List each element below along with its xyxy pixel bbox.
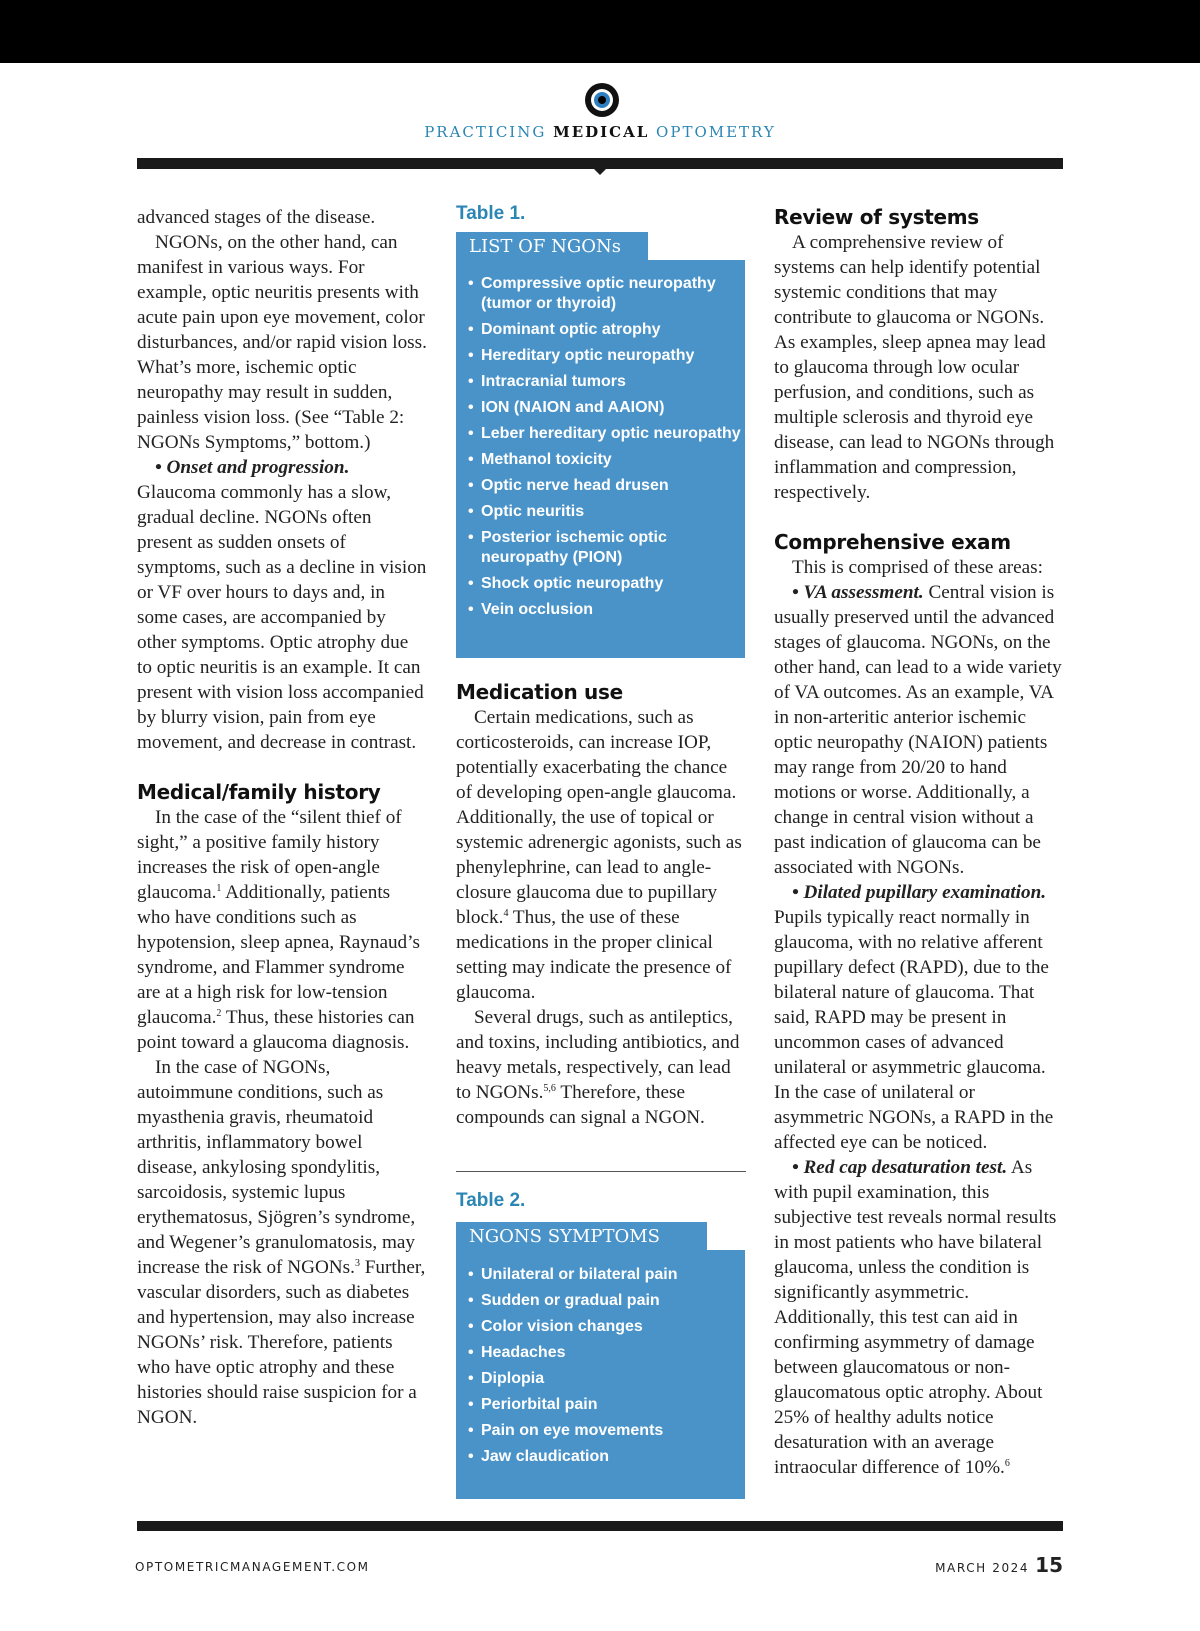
paragraph-text: Pupils typically react normally in glaucoma, with no relative afferent pupillary defect (RAPD), due to the bilateral nature of glaucoma. That said, RAPD may be present in uncommon cases of advanced unilateral or asymmetric glaucoma. In the case of unilateral or asymmetric NGONs, a RAPD in the affected eye can be noticed. xyxy=(774,907,1054,1153)
top-black-bar xyxy=(0,0,1200,63)
paragraph-text: Glaucoma commonly has a slow, gradual decline. NGONs often present as sudden onsets of symptoms, such as a decline in vision or VF over hours to days and, in some cases, are accompanied by other symptoms. Optic atrophy due to optic neuritis is an example. It can present with vision loss accompanied by blurry vision, pain from eye movement, and decrease in contrast. xyxy=(137,482,427,753)
column-2 xyxy=(456,680,746,1130)
paragraph: advanced stages of the disease. xyxy=(137,207,376,228)
paragraph-pupil xyxy=(774,880,1064,1155)
page-number: 15 xyxy=(1035,1553,1063,1577)
table-1-item: • Leber hereditary optic neuropathy xyxy=(456,424,745,444)
section-heading: Comprehensive exam xyxy=(774,530,1011,554)
paragraph: A comprehensive review of systems can help identify potential systemic conditions that may contribute to glaucoma or NGONs. As examples, sleep apnea may lead to glaucoma through low ocular perfusion, and conditions, such as multiple sclerosis and thyroid eye disease, can lead to NGONs through inflammation and compression, respectively. xyxy=(774,232,1055,503)
footer-rule xyxy=(137,1521,1063,1531)
paragraph-redcap xyxy=(774,1155,1064,1480)
table-1-item: • Shock optic neuropathy xyxy=(456,574,745,594)
reference-number: 5,6 xyxy=(543,1083,556,1094)
paragraph-text: Further, vascular disorders, such as diabetes and hypertension, may also increase NGONs’ risk. Therefore, patients who have optic atrophy and these histories should raise suspicion for a NGON. xyxy=(137,1257,426,1428)
paragraph xyxy=(137,1055,427,1430)
table-1-item: • Compressive optic neuropathy (tumor or thyroid) xyxy=(456,274,745,314)
table-2-item: • Unilateral or bilateral pain xyxy=(456,1265,745,1285)
table-1-item: • Optic nerve head drusen xyxy=(456,476,745,496)
table-2-list xyxy=(456,1265,745,1467)
section-label-mid: MEDICAL xyxy=(553,123,650,141)
section-heading: Review of systems xyxy=(774,205,979,229)
reference-number: 4 xyxy=(503,908,509,919)
table-1-item: • Intracranial tumors xyxy=(456,372,745,392)
table-1-item: • Posterior ischemic optic neuropathy (PION) xyxy=(456,528,745,568)
paragraph-text: Therefore, these compounds can signal a NGON. xyxy=(456,1082,705,1128)
table-2-item: • Jaw claudication xyxy=(456,1447,745,1467)
table-1-item: • Vein occlusion xyxy=(456,600,745,620)
header-rule-notch xyxy=(591,166,609,175)
table-2-item: • Sudden or gradual pain xyxy=(456,1291,745,1311)
run-in-heading: • VA assessment. xyxy=(792,582,924,603)
footer-date: MARCH 2024 xyxy=(935,1561,1030,1575)
table-2-item: • Pain on eye movements xyxy=(456,1421,745,1441)
run-in-heading: • Dilated pupillary examination. xyxy=(792,882,1047,903)
table-1-label: Table 1. xyxy=(456,203,526,224)
column-divider xyxy=(456,1171,746,1172)
paragraph-text: As with pupil examination, this subjective test reveals normal results in most patients who have bilateral glaucoma, unless the condition is significantly asymmetric. Additionally, this test can aid in confirming asymmetry of damage between glaucomatous or non-glaucomatous optic atrophy. About 25% of healthy adults notice desaturation with an average intraocular difference of 10%. xyxy=(774,1157,1057,1478)
table-1-item: • Methanol toxicity xyxy=(456,450,745,470)
paragraph-text: In the case of the “silent thief of sight,” a positive family history increases the risk of open-angle glaucoma. xyxy=(137,807,402,903)
column-3 xyxy=(774,205,1064,1480)
section-heading: Medication use xyxy=(456,680,623,704)
paragraph-va xyxy=(774,580,1064,880)
table-2-item: • Color vision changes xyxy=(456,1317,745,1337)
paragraph-text: Several drugs, such as antileptics, and toxins, including antibiotics, and heavy metals, respectively, can lead to NGONs. xyxy=(456,1007,740,1103)
table-1-title: LIST OF NGONs xyxy=(456,232,648,263)
run-in-heading: • Onset and progression. xyxy=(155,457,350,478)
paragraph: This is comprised of these areas: xyxy=(792,557,1043,578)
paragraph-text: Central vision is usually preserved until the advanced stages of glaucoma. NGONs, on the other hand, can lead to a wide variety of VA outcomes. As an example, VA in non-arteritic anterior ischemic optic neuropathy (NAION) patients may range from 20/20 to hand motions or worse. Additionally, a change in central vision without a past indication of glaucoma can be associated with NGONs. xyxy=(774,582,1062,878)
table-1-item: • Hereditary optic neuropathy xyxy=(456,346,745,366)
table-1-box xyxy=(456,260,745,658)
column-1 xyxy=(137,205,427,1430)
table-2-item: • Periorbital pain xyxy=(456,1395,745,1415)
table-1-item: • Optic neuritis xyxy=(456,502,745,522)
table-2-label: Table 2. xyxy=(456,1190,526,1211)
reference-number: 2 xyxy=(216,1008,222,1019)
paragraph: NGONs, on the other hand, can manifest in various ways. For example, optic neuritis presents with acute pain upon eye movement, color disturbances, and/or rapid vision loss. What’s more, ischemic optic neuropathy may result in sudden, painless vision loss. (See “Table 2: NGONs Symptoms,” bottom.) xyxy=(137,232,427,453)
table-2-title: NGONS SYMPTOMS xyxy=(456,1222,707,1253)
reference-number: 3 xyxy=(354,1258,360,1269)
eye-icon xyxy=(585,83,619,117)
table-1-item: • Dominant optic atrophy xyxy=(456,320,745,340)
reference-number: 1 xyxy=(216,883,222,894)
paragraph-text: In the case of NGONs, autoimmune conditions, such as myasthenia gravis, rheumatoid arthritis, inflammatory bowel disease, ankylosing spondylitis, sarcoidosis, systemic lupus erythematosus, Sjögren’s syndrome, and Wegener’s granulomatosis, may increase the risk of NGONs. xyxy=(137,1057,416,1278)
paragraph-text: Certain medications, such as corticosteroids, can increase IOP, potentially exacerbating the chance of developing open-angle glaucoma. Additionally, the use of topical or systemic adrenergic agonists, such as phenylephrine, can lead to angle-closure glaucoma due to pupillary block. xyxy=(456,707,742,928)
paragraph-text: Thus, these histories can point toward a glaucoma diagnosis. xyxy=(137,1007,415,1053)
section-heading: Medical/family history xyxy=(137,780,381,804)
reference-number: 6 xyxy=(1004,1458,1010,1469)
paragraph-text: Additionally, patients who have conditions such as hypotension, sleep apnea, Raynaud’s syndrome, and Flammer syndrome are at a high risk for low-tension glaucoma. xyxy=(137,882,420,1028)
table-2-item: • Diplopia xyxy=(456,1369,745,1389)
footer-folio xyxy=(935,1553,1063,1577)
section-label-post: OPTOMETRY xyxy=(649,123,776,141)
section-label xyxy=(0,123,1200,141)
table-2-item: • Headaches xyxy=(456,1343,745,1363)
footer-site: OPTOMETRICMANAGEMENT.COM xyxy=(135,1560,370,1574)
paragraph-text: Thus, the use of these medications in the proper clinical setting may indicate the presence of glaucoma. xyxy=(456,907,732,1003)
paragraph xyxy=(456,1005,746,1130)
table-1-item: • ION (NAION and AAION) xyxy=(456,398,745,418)
paragraph xyxy=(456,705,746,1005)
run-in-heading: • Red cap desaturation test. xyxy=(792,1157,1008,1178)
paragraph-onset xyxy=(137,455,427,755)
paragraph xyxy=(137,805,427,1055)
table-1-list xyxy=(456,274,745,620)
section-label-pre: PRACTICING xyxy=(424,123,554,141)
table-2-box xyxy=(456,1250,745,1499)
